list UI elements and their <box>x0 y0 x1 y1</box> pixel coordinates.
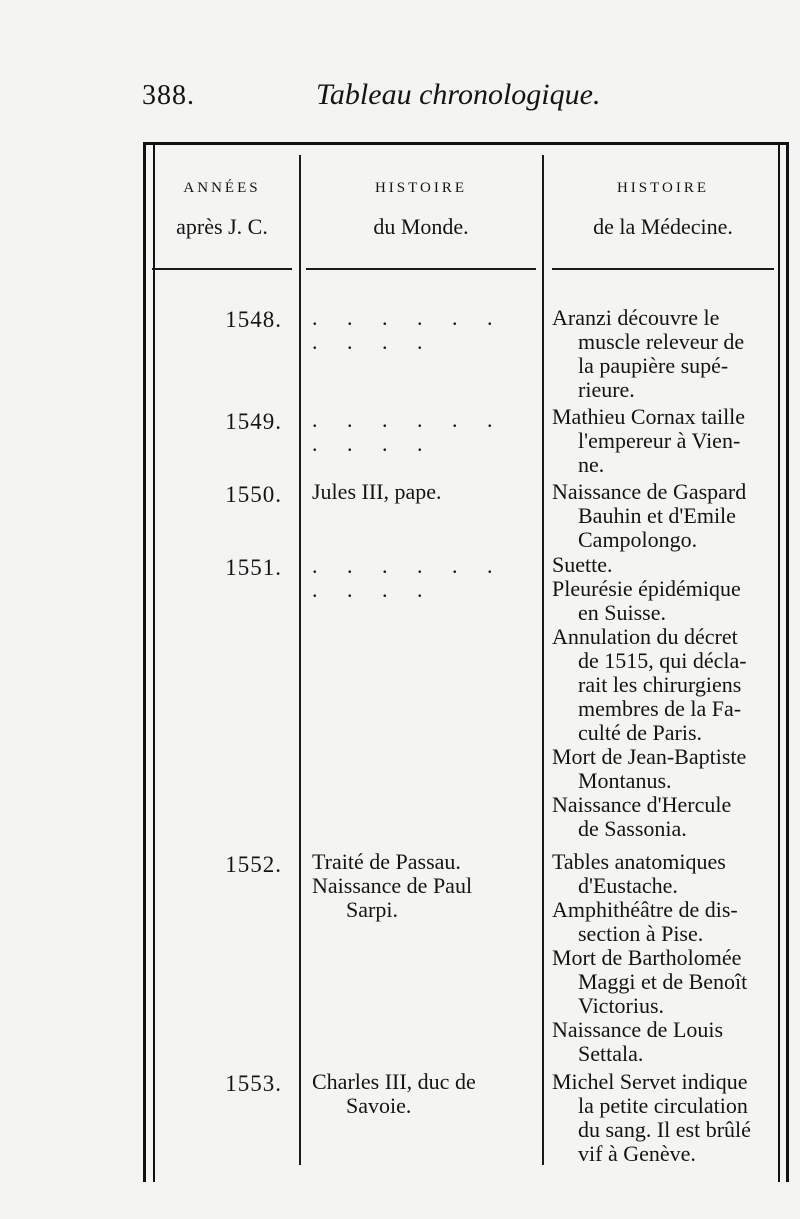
entry-line: Settala. <box>578 1041 644 1066</box>
entry-line: Suette. <box>552 552 613 577</box>
entry-line: muscle releveur de <box>578 329 745 354</box>
year-cell: 1550. <box>225 482 282 507</box>
entry-line: Annulation du décret <box>552 624 738 649</box>
medicine-entry <box>552 306 776 402</box>
entry-line: Aranzi découvre le <box>552 305 720 330</box>
year-cell: 1552. <box>225 852 282 877</box>
world-dots: . . . . . . . . . . <box>312 407 505 456</box>
running-title: Tableau chronologique. <box>316 78 601 111</box>
entry-line: Jules III, pape. <box>312 479 442 504</box>
entry-line: Naissance de Paul <box>312 873 473 898</box>
entry-line: la paupière supé- <box>578 353 729 378</box>
header-rule <box>152 268 292 270</box>
entry-line: Naissance de Louis <box>552 1017 724 1042</box>
column-rule <box>542 155 544 1165</box>
medicine-entry <box>552 1070 776 1166</box>
entry-line: Traité de Passau. <box>312 849 461 874</box>
entry-line: de 1515, qui décla- <box>578 648 747 673</box>
medicine-entry <box>552 553 776 841</box>
column-head-medicine-large: de la Médecine. <box>593 214 733 239</box>
column-head-years-small: ANNÉES <box>183 180 261 196</box>
world-entry <box>312 480 538 504</box>
entry-line: Naissance de Gaspard <box>552 479 747 504</box>
entry-line: la petite circulation <box>578 1093 748 1118</box>
header-rule <box>552 268 774 270</box>
year-cell: 1548. <box>225 307 282 332</box>
entry-line: l'empereur à Vien- <box>578 428 741 453</box>
entry-line: ne. <box>578 452 605 477</box>
entry-line: du sang. Il est brûlé <box>578 1117 751 1142</box>
medicine-entry <box>552 480 776 552</box>
column-head-medicine-small: HISTOIRE <box>616 180 710 196</box>
entry-line: Maggi et de Benoît <box>578 969 748 994</box>
entry-line: Michel Servet indique <box>552 1069 748 1094</box>
entry-line: Sarpi. <box>346 897 398 922</box>
table-border-left <box>143 142 155 1182</box>
entry-line: Amphithéâtre de dis- <box>552 897 738 922</box>
world-dots: . . . . . . . . . . <box>312 553 505 602</box>
column-head-world-large: du Monde. <box>373 214 469 239</box>
entry-line: Campolongo. <box>578 527 698 552</box>
medicine-entry <box>552 405 776 477</box>
entry-line: rieure. <box>578 377 635 402</box>
entry-line: Victorius. <box>578 993 665 1018</box>
column-head-years-large: après J. C. <box>176 214 268 239</box>
year-cell: 1553. <box>225 1071 282 1096</box>
world-entry <box>312 850 538 922</box>
header-rule <box>306 268 536 270</box>
entry-line: d'Eustache. <box>578 873 678 898</box>
entry-line: en Suisse. <box>578 600 666 625</box>
entry-line: de Sassonia. <box>578 816 687 841</box>
world-entry <box>312 1070 538 1118</box>
entry-line: Mathieu Cornax taille <box>552 404 746 429</box>
entry-line: Naissance d'Hercule <box>552 792 732 817</box>
year-cell: 1549. <box>225 409 282 434</box>
entry-line: vif à Genève. <box>578 1141 696 1166</box>
entry-line: Tables anatomiques <box>552 849 726 874</box>
entry-line: rait les chirurgiens <box>578 672 742 697</box>
year-cell: 1551. <box>225 555 282 580</box>
entry-line: membres de la Fa- <box>578 696 742 721</box>
entry-line: Pleurésie épidémique <box>552 576 741 601</box>
world-dots: . . . . . . . . . . <box>312 305 505 354</box>
page-header <box>0 72 800 122</box>
column-head-world-small: HISTOIRE <box>374 180 468 196</box>
entry-line: Mort de Jean-Baptiste <box>552 744 747 769</box>
table-border-right <box>778 142 789 1182</box>
entry-line: section à Pise. <box>578 921 704 946</box>
medicine-entry <box>552 850 776 1066</box>
entry-line: Savoie. <box>346 1093 412 1118</box>
column-rule <box>299 155 301 1165</box>
entry-line: culté de Paris. <box>578 720 703 745</box>
page-number: 388. <box>142 80 195 111</box>
entry-line: Mort de Bartholomée <box>552 945 742 970</box>
entry-line: Montanus. <box>578 768 672 793</box>
entry-line: Charles III, duc de <box>312 1069 476 1094</box>
entry-line: Bauhin et d'Emile <box>578 503 736 528</box>
